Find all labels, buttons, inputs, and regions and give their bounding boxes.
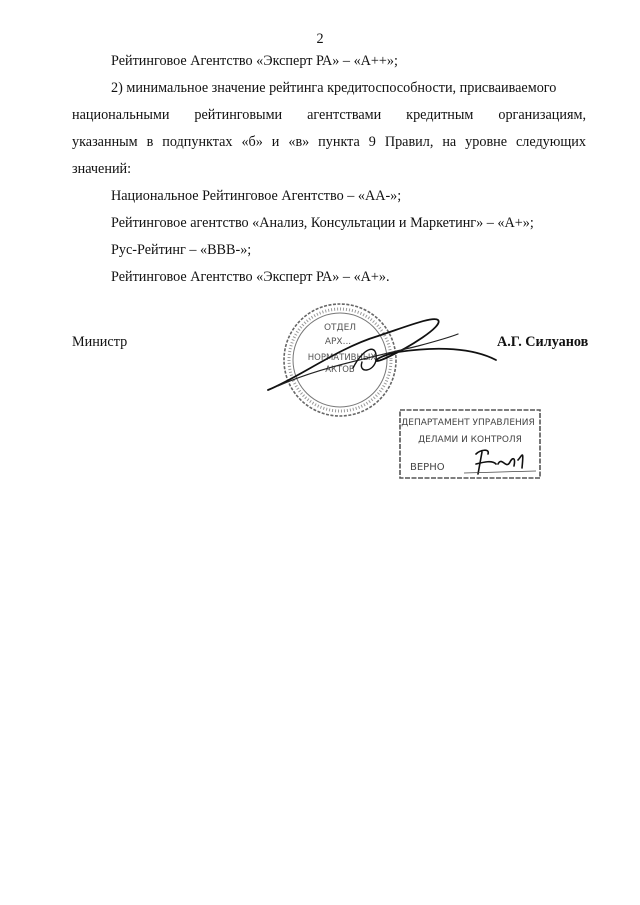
text-line-9: Рейтинговое Агентство «Эксперт РА» – «А+». — [111, 269, 390, 285]
stamp-line-1: ОТДЕЛ — [323, 323, 357, 333]
stamp-line-4: АКТОВ — [325, 365, 355, 375]
text-line-3: национальными рейтинговыми агентствами кредитным организациям, — [72, 107, 586, 123]
page-number: 2 — [316, 31, 324, 47]
minister-signature — [258, 308, 498, 400]
signatory-name: А.Г. Силуанов — [497, 334, 589, 350]
text-line-4: указанным в подпунктах «б» и «в» пункта 9 Правил, на уровне следующих — [72, 134, 586, 150]
text-line-1: Рейтинговое Агентство «Эксперт РА» – «А++»; — [111, 53, 398, 69]
text-line-2: 2) минимальное значение рейтинга кредитоспособности, присваиваемого — [111, 80, 557, 96]
certification-stamp — [398, 408, 544, 481]
text-line-5: значений: — [72, 161, 132, 177]
stamp-line-3: НОРМАТИВНЫХ — [307, 353, 377, 363]
text-line-8: Рус-Рейтинг – «ВВВ-»; — [111, 242, 252, 258]
text-line-7: Рейтинговое агентство «Анализ, Консультации и Маркетинг» – «А+»; — [111, 215, 534, 231]
signatory-position: Министр — [72, 334, 128, 350]
cert-verno: ВЕРНО — [410, 462, 445, 473]
stamp-line-2: АРХ... — [324, 337, 352, 347]
text-line-6: Национальное Рейтинговое Агентство – «АА-»; — [111, 188, 402, 204]
cert-line-1: ДЕПАРТАМЕНТ УПРАВЛЕНИЯ — [401, 418, 535, 428]
cert-line-2: ДЕЛАМИ И КОНТРОЛЯ — [418, 435, 522, 445]
